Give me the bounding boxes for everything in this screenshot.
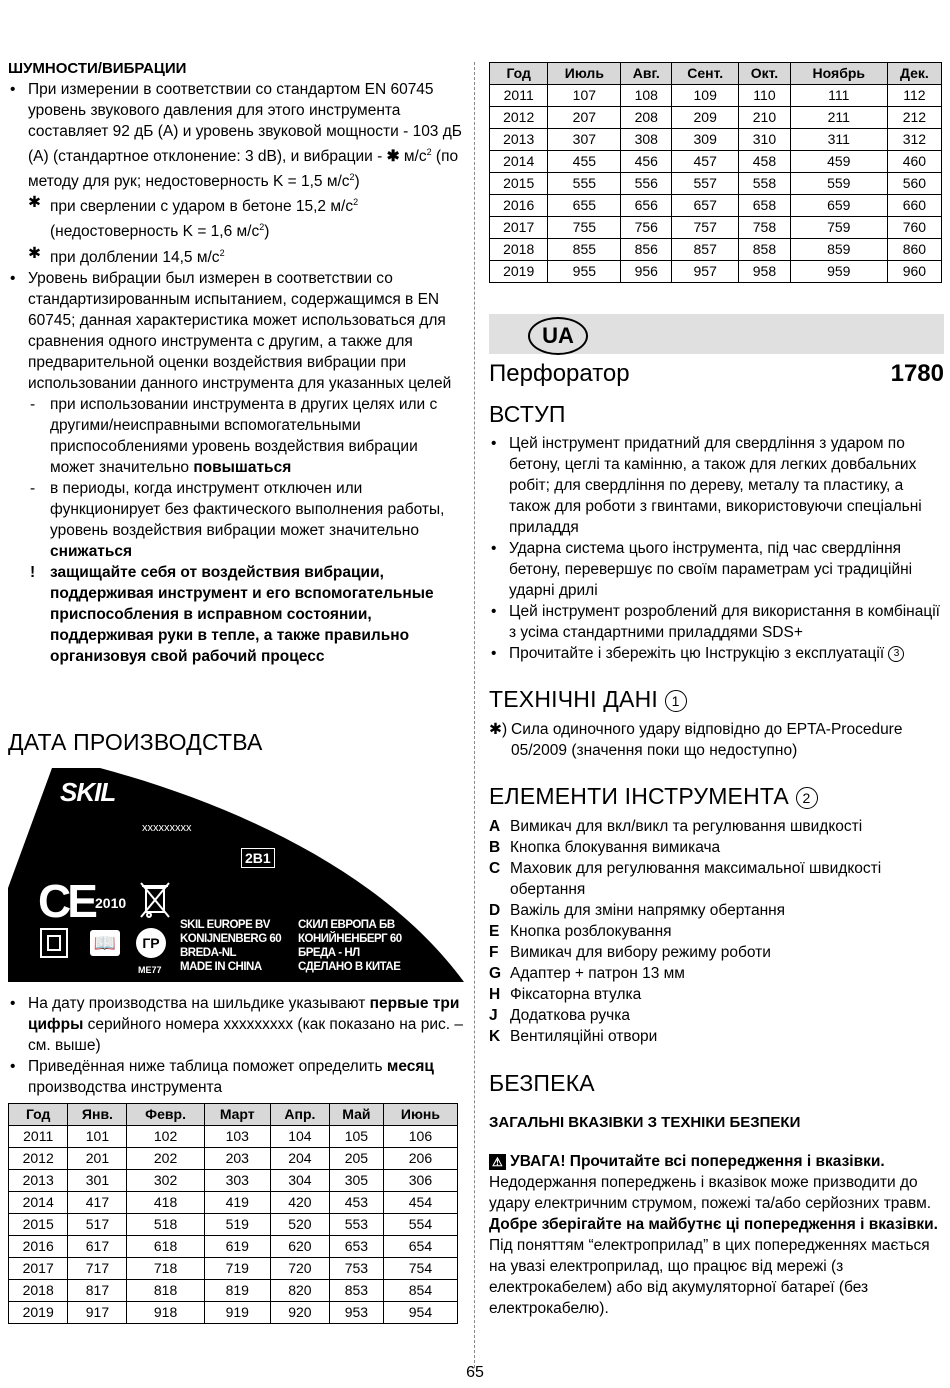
table-cell: 854	[383, 1280, 457, 1302]
table-header-cell: Ноябрь	[790, 63, 887, 85]
safety-subheading: ЗАГАЛЬНІ ВКАЗІВКИ З ТЕХНІКИ БЕЗПЕКИ	[489, 1114, 801, 1131]
table-header-cell: Март	[204, 1104, 270, 1126]
table-cell: 920	[270, 1302, 329, 1324]
table-cell: 459	[790, 151, 887, 173]
table-header-cell: Май	[329, 1104, 383, 1126]
table-cell: 203	[204, 1148, 270, 1170]
elements-list	[489, 816, 944, 1047]
table-cell: 954	[383, 1302, 457, 1324]
table-cell: 720	[270, 1258, 329, 1280]
month-table-2	[489, 62, 942, 283]
address-en: SKIL EUROPE BV KONIJNENBERG 60 BREDA-NL MADE IN CHINA	[180, 919, 282, 973]
figure-ref-icon: 2	[796, 787, 818, 809]
table-row	[9, 1170, 458, 1192]
figure-ref-icon: 3	[888, 646, 904, 662]
element-item: K Вентиляційні отвори	[489, 1028, 658, 1045]
table-cell: 659	[790, 195, 887, 217]
table-cell: 106	[383, 1126, 457, 1148]
table-cell: 560	[887, 173, 941, 195]
table-cell: 2018	[9, 1280, 68, 1302]
figure-ref-icon: 1	[665, 690, 687, 712]
table-cell: 205	[329, 1148, 383, 1170]
table-cell: 2013	[9, 1170, 68, 1192]
table-cell: 2019	[490, 261, 548, 283]
table-header-cell: Год	[490, 63, 548, 85]
table-cell: 518	[127, 1214, 204, 1236]
serial-placeholder: xxxxxxxxx	[142, 822, 192, 834]
element-item: C Маховик для регулювання максимальної швидкості обертання	[489, 860, 882, 898]
table-cell: 719	[204, 1258, 270, 1280]
table-cell: 919	[204, 1302, 270, 1324]
table-cell: 112	[887, 85, 941, 107]
table-cell: 310	[739, 129, 791, 151]
star-item-1: ✱ при сверлении с ударом в бетоне 15,2 $м/с^2$ (недостоверность K = 1,6 $м/с^2$)	[28, 194, 359, 241]
intro-item: • Цей інструмент розроблений для використання в комбінації з усіма стандартними приладдями SDS+	[489, 601, 944, 643]
double-insulation-icon	[40, 928, 68, 958]
tech-heading: ТЕХНІЧНІ ДАНІ 1	[489, 685, 944, 713]
table-cell: 2019	[9, 1302, 68, 1324]
noise-list	[8, 79, 463, 394]
table-cell: 456	[621, 151, 672, 173]
table-cell: 717	[68, 1258, 127, 1280]
table-cell: 559	[790, 173, 887, 195]
table-row	[9, 1126, 458, 1148]
table-cell: 817	[68, 1280, 127, 1302]
table-cell: 2015	[490, 173, 548, 195]
table-cell: 2015	[9, 1214, 68, 1236]
language-badge: UA	[528, 317, 588, 355]
table-cell: 111	[790, 85, 887, 107]
table-cell: 618	[127, 1236, 204, 1258]
table-cell: 304	[270, 1170, 329, 1192]
table-cell: 201	[68, 1148, 127, 1170]
table-cell: 417	[68, 1192, 127, 1214]
table-cell: 759	[790, 217, 887, 239]
table-cell: 757	[672, 217, 739, 239]
table-cell: 308	[621, 129, 672, 151]
table-header-cell: Февр.	[127, 1104, 204, 1126]
table-cell: 859	[790, 239, 887, 261]
noise-item-2: • Уровень вибрации был измерен в соответствии со стандартизированным испытанием, содержащимся в EN 60745; данная характеристика может использоваться для сравнения одного инструмента с другим, а также для предварительной оценки воздействия вибрации при использовании данного инструмента для указанных целей	[8, 268, 463, 394]
table-row	[9, 1302, 458, 1324]
table-cell: 2016	[9, 1236, 68, 1258]
asterisk-icon: ✱	[28, 194, 41, 212]
table-cell: 660	[887, 195, 941, 217]
intro-item: • Цей інструмент придатний для свердління з ударом по бетону, цеглі та камінню, а також для легких довбальних робіт; для свердління по дереву, металу та пластику, а також для роботи з гвинтами, використовуючи спеціальні приладдя	[489, 433, 944, 538]
table-cell: 819	[204, 1280, 270, 1302]
skil-logo: SKIL	[60, 777, 116, 807]
dash-item-1: - при использовании инструмента в других целях или с другими/неисправными вспомогательными приспособлениями уровень воздействия вибрации может значительно повышаться	[30, 395, 438, 476]
table-cell: 955	[548, 261, 621, 283]
table-row	[490, 129, 942, 151]
table-row	[490, 107, 942, 129]
table-cell: 553	[329, 1214, 383, 1236]
table-cell: 2016	[490, 195, 548, 217]
tech-note: ✱) Сила одиночного удару відповідно до EPTA-Procedure 05/2009 (значення поки що недоступно)	[489, 721, 903, 759]
table-row	[9, 1280, 458, 1302]
table-cell: 455	[548, 151, 621, 173]
table-cell: 107	[548, 85, 621, 107]
element-item: J Додаткова ручка	[489, 1007, 630, 1024]
product-name: Перфоратор	[489, 360, 630, 387]
table-row	[9, 1258, 458, 1280]
table-cell: 104	[270, 1126, 329, 1148]
table-cell: 918	[127, 1302, 204, 1324]
table-cell: 820	[270, 1280, 329, 1302]
table-cell: 309	[672, 129, 739, 151]
intro-heading: ВСТУП	[489, 401, 566, 427]
asterisk-icon: ✱	[28, 244, 41, 262]
table-cell: 520	[270, 1214, 329, 1236]
table-cell: 108	[621, 85, 672, 107]
elements-heading: ЕЛЕМЕНТИ ІНСТРУМЕНТА 2	[489, 782, 944, 810]
table-cell: 210	[739, 107, 791, 129]
table-cell: 204	[270, 1148, 329, 1170]
date-heading: ДАТА ПРОИЗВОДСТВА	[8, 729, 263, 755]
table-cell: 101	[68, 1126, 127, 1148]
table-cell: 2017	[9, 1258, 68, 1280]
table-cell: 718	[127, 1258, 204, 1280]
date-item-2: • Приведённая ниже таблица поможет определить месяц производства инструмента	[8, 1056, 463, 1098]
intro-list	[489, 433, 944, 664]
table-header-cell: Год	[9, 1104, 68, 1126]
table-cell: 419	[204, 1192, 270, 1214]
table-row	[9, 1192, 458, 1214]
plate-code: 2B1	[241, 848, 275, 868]
table-row	[490, 85, 942, 107]
table-cell: 755	[548, 217, 621, 239]
noise-heading: ШУМНОСТИ/ВИБРАЦИИ	[8, 60, 187, 77]
table-cell: 858	[739, 239, 791, 261]
table-cell: 460	[887, 151, 941, 173]
table-cell: 420	[270, 1192, 329, 1214]
table-cell: 208	[621, 107, 672, 129]
table-cell: 2011	[9, 1126, 68, 1148]
read-manual-icon: 📖	[90, 930, 120, 956]
table-cell: 959	[790, 261, 887, 283]
table-row	[490, 195, 942, 217]
page-number: 65	[466, 1364, 484, 1381]
table-row	[9, 1148, 458, 1170]
table-cell: 653	[329, 1236, 383, 1258]
table-cell: 311	[790, 129, 887, 151]
table-row	[9, 1214, 458, 1236]
table-cell: 554	[383, 1214, 457, 1236]
table-cell: 102	[127, 1126, 204, 1148]
column-divider	[474, 62, 476, 1368]
ce-mark-icon: CE	[38, 875, 94, 927]
table-cell: 306	[383, 1170, 457, 1192]
table-cell: 2011	[490, 85, 548, 107]
table-cell: 2012	[490, 107, 548, 129]
table-cell: 2014	[9, 1192, 68, 1214]
language-band	[489, 314, 944, 354]
table-cell: 211	[790, 107, 887, 129]
table-cell: 656	[621, 195, 672, 217]
table-cell: 457	[672, 151, 739, 173]
table-cell: 756	[621, 217, 672, 239]
table-cell: 110	[739, 85, 791, 107]
table-header-cell: Июнь	[383, 1104, 457, 1126]
intro-item: • Прочитайте і збережіть цю Інструкцію з експлуатації 3	[489, 643, 944, 664]
table-header-cell: Дек.	[887, 63, 941, 85]
table-cell: 206	[383, 1148, 457, 1170]
table-cell: 105	[329, 1126, 383, 1148]
table-cell: 555	[548, 173, 621, 195]
element-item: A Вимикач для вкл/викл та регулювання швидкості	[489, 818, 863, 835]
table-cell: 207	[548, 107, 621, 129]
element-item: D Важіль для зміни напрямку обертання	[489, 902, 786, 919]
table-cell: 853	[329, 1280, 383, 1302]
table-cell: 103	[204, 1126, 270, 1148]
rating-plate	[8, 768, 464, 982]
cert-code: ME77	[138, 965, 162, 975]
table-cell: 917	[68, 1302, 127, 1324]
table-cell: 2014	[490, 151, 548, 173]
table-cell: 312	[887, 129, 941, 151]
table-cell: 418	[127, 1192, 204, 1214]
element-item: F Вимикач для вибору режиму роботи	[489, 944, 771, 961]
table-cell: 453	[329, 1192, 383, 1214]
plate-year: 2010	[95, 895, 127, 911]
table-cell: 655	[548, 195, 621, 217]
dash-item-2: - в периоды, когда инструмент отключен или функционирует без фактического выполнения работы, уровень воздействия вибрации может значительно снижаться	[30, 479, 445, 560]
table-cell: 960	[887, 261, 941, 283]
table-header-cell: Апр.	[270, 1104, 329, 1126]
element-item: B Кнопка блокування вимикача	[489, 839, 721, 856]
table-cell: 657	[672, 195, 739, 217]
table-cell: 303	[204, 1170, 270, 1192]
table-cell: 856	[621, 239, 672, 261]
noise-item-1: • При измерении в соответствии со стандартом EN 60745 уровень звукового давления для этого инструмента составляет 92 дБ (A) и уровень звуковой мощности - 103 дБ (A) (стандартное отклонение: 3 dB), и вибрации - ✱ $м/с^2$ (по методу для рук; недостоверность K = 1,5 $м/с^2$) ✱ при сверлении с ударом в бетоне 15,2 $м/с^2$ (недостоверность K = 1,6 $м/с^2$) ✱ при долблении 14,5 $м/с^2$	[8, 79, 463, 268]
table-row	[490, 173, 942, 195]
table-cell: 620	[270, 1236, 329, 1258]
table-cell: 857	[672, 239, 739, 261]
weee-bin-icon	[138, 880, 172, 920]
eac-cert-icon: ГР	[136, 928, 166, 958]
warning-triangle-icon: ⚠	[489, 1154, 506, 1170]
table-row	[9, 1236, 458, 1258]
table-cell: 753	[329, 1258, 383, 1280]
star-item-2: ✱ при долблении 14,5 $м/с^2$	[28, 244, 225, 266]
table-cell: 556	[621, 173, 672, 195]
table-cell: 619	[204, 1236, 270, 1258]
product-number: 1780	[890, 360, 944, 387]
table-cell: 758	[739, 217, 791, 239]
table-cell: 519	[204, 1214, 270, 1236]
table-cell: 305	[329, 1170, 383, 1192]
month-table-1	[8, 1103, 458, 1324]
table-header-cell: Авг.	[621, 63, 672, 85]
table-cell: 956	[621, 261, 672, 283]
table-cell: 658	[739, 195, 791, 217]
right-column	[489, 400, 944, 1319]
table-row	[490, 217, 942, 239]
table-header-cell: Янв.	[68, 1104, 127, 1126]
element-item: G Адаптер + патрон 13 мм	[489, 965, 685, 982]
element-item: E Кнопка розблокування	[489, 923, 672, 940]
safety-heading: БЕЗПЕКА	[489, 1070, 595, 1096]
table-cell: 302	[127, 1170, 204, 1192]
table-cell: 458	[739, 151, 791, 173]
table-cell: 953	[329, 1302, 383, 1324]
address-ru: СКИЛ ЕВРОПА БВ КОНИЙНЕНБЕРГ 60 БРЕДА - НЛ СДЕЛАНО В КИТАЕ	[298, 919, 402, 973]
warning-item: ! защищайте себя от воздействия вибрации, поддерживая инструмент и его вспомогательные приспособления в исправном состоянии, поддерживая руки в тепле, а также правильно организовуя свой рабочий процесс	[30, 563, 434, 665]
date-item-1: • На дату производства на шильдике указывают первые три цифры серийного номера xxxxxxxxx (как показано на рис. – см. выше)	[8, 993, 463, 1056]
intro-item: • Ударна система цього інструмента, під час свердління бетону, перевершує по своїм параметрам усі традиційні ударні дрилі	[489, 538, 944, 601]
table-row	[490, 261, 942, 283]
table-cell: 109	[672, 85, 739, 107]
table-cell: 958	[739, 261, 791, 283]
table-cell: 558	[739, 173, 791, 195]
table-cell: 818	[127, 1280, 204, 1302]
table-header-cell: Окт.	[739, 63, 791, 85]
element-item: H Фіксаторна втулка	[489, 986, 642, 1003]
table-cell: 307	[548, 129, 621, 151]
table-cell: 2013	[490, 129, 548, 151]
table-cell: 617	[68, 1236, 127, 1258]
table-header-cell: Июль	[548, 63, 621, 85]
asterisk-icon: ✱)	[489, 721, 508, 738]
product-title	[489, 360, 944, 388]
table-cell: 855	[548, 239, 621, 261]
table-row	[490, 151, 942, 173]
table-cell: 760	[887, 217, 941, 239]
table-cell: 454	[383, 1192, 457, 1214]
table-cell: 2018	[490, 239, 548, 261]
date-list	[8, 993, 463, 1098]
table-cell: 754	[383, 1258, 457, 1280]
table-cell: 860	[887, 239, 941, 261]
table-header-cell: Сент.	[672, 63, 739, 85]
table-cell: 212	[887, 107, 941, 129]
table-cell: 957	[672, 261, 739, 283]
table-row	[490, 239, 942, 261]
safety-warning: ⚠ УВАГА! Прочитайте всі попередження і вказівки. Недодержання попереджень і вказівок може призводити до удару електричним струмом, пожежі та/або серйозних травм. Добре зберігайте на майбутнє ці попередження і вказівки. Під поняттям “електроприлад” в цих попередженнях мається на увазі електроприлад, що працює від мережі (з електрокабелем) або від акумуляторної батареї (без електрокабелю).	[489, 1153, 938, 1317]
table-cell: 557	[672, 173, 739, 195]
table-cell: 2017	[490, 217, 548, 239]
table-cell: 209	[672, 107, 739, 129]
table-cell: 517	[68, 1214, 127, 1236]
table-cell: 654	[383, 1236, 457, 1258]
table-cell: 2012	[9, 1148, 68, 1170]
table-cell: 202	[127, 1148, 204, 1170]
table-cell: 301	[68, 1170, 127, 1192]
